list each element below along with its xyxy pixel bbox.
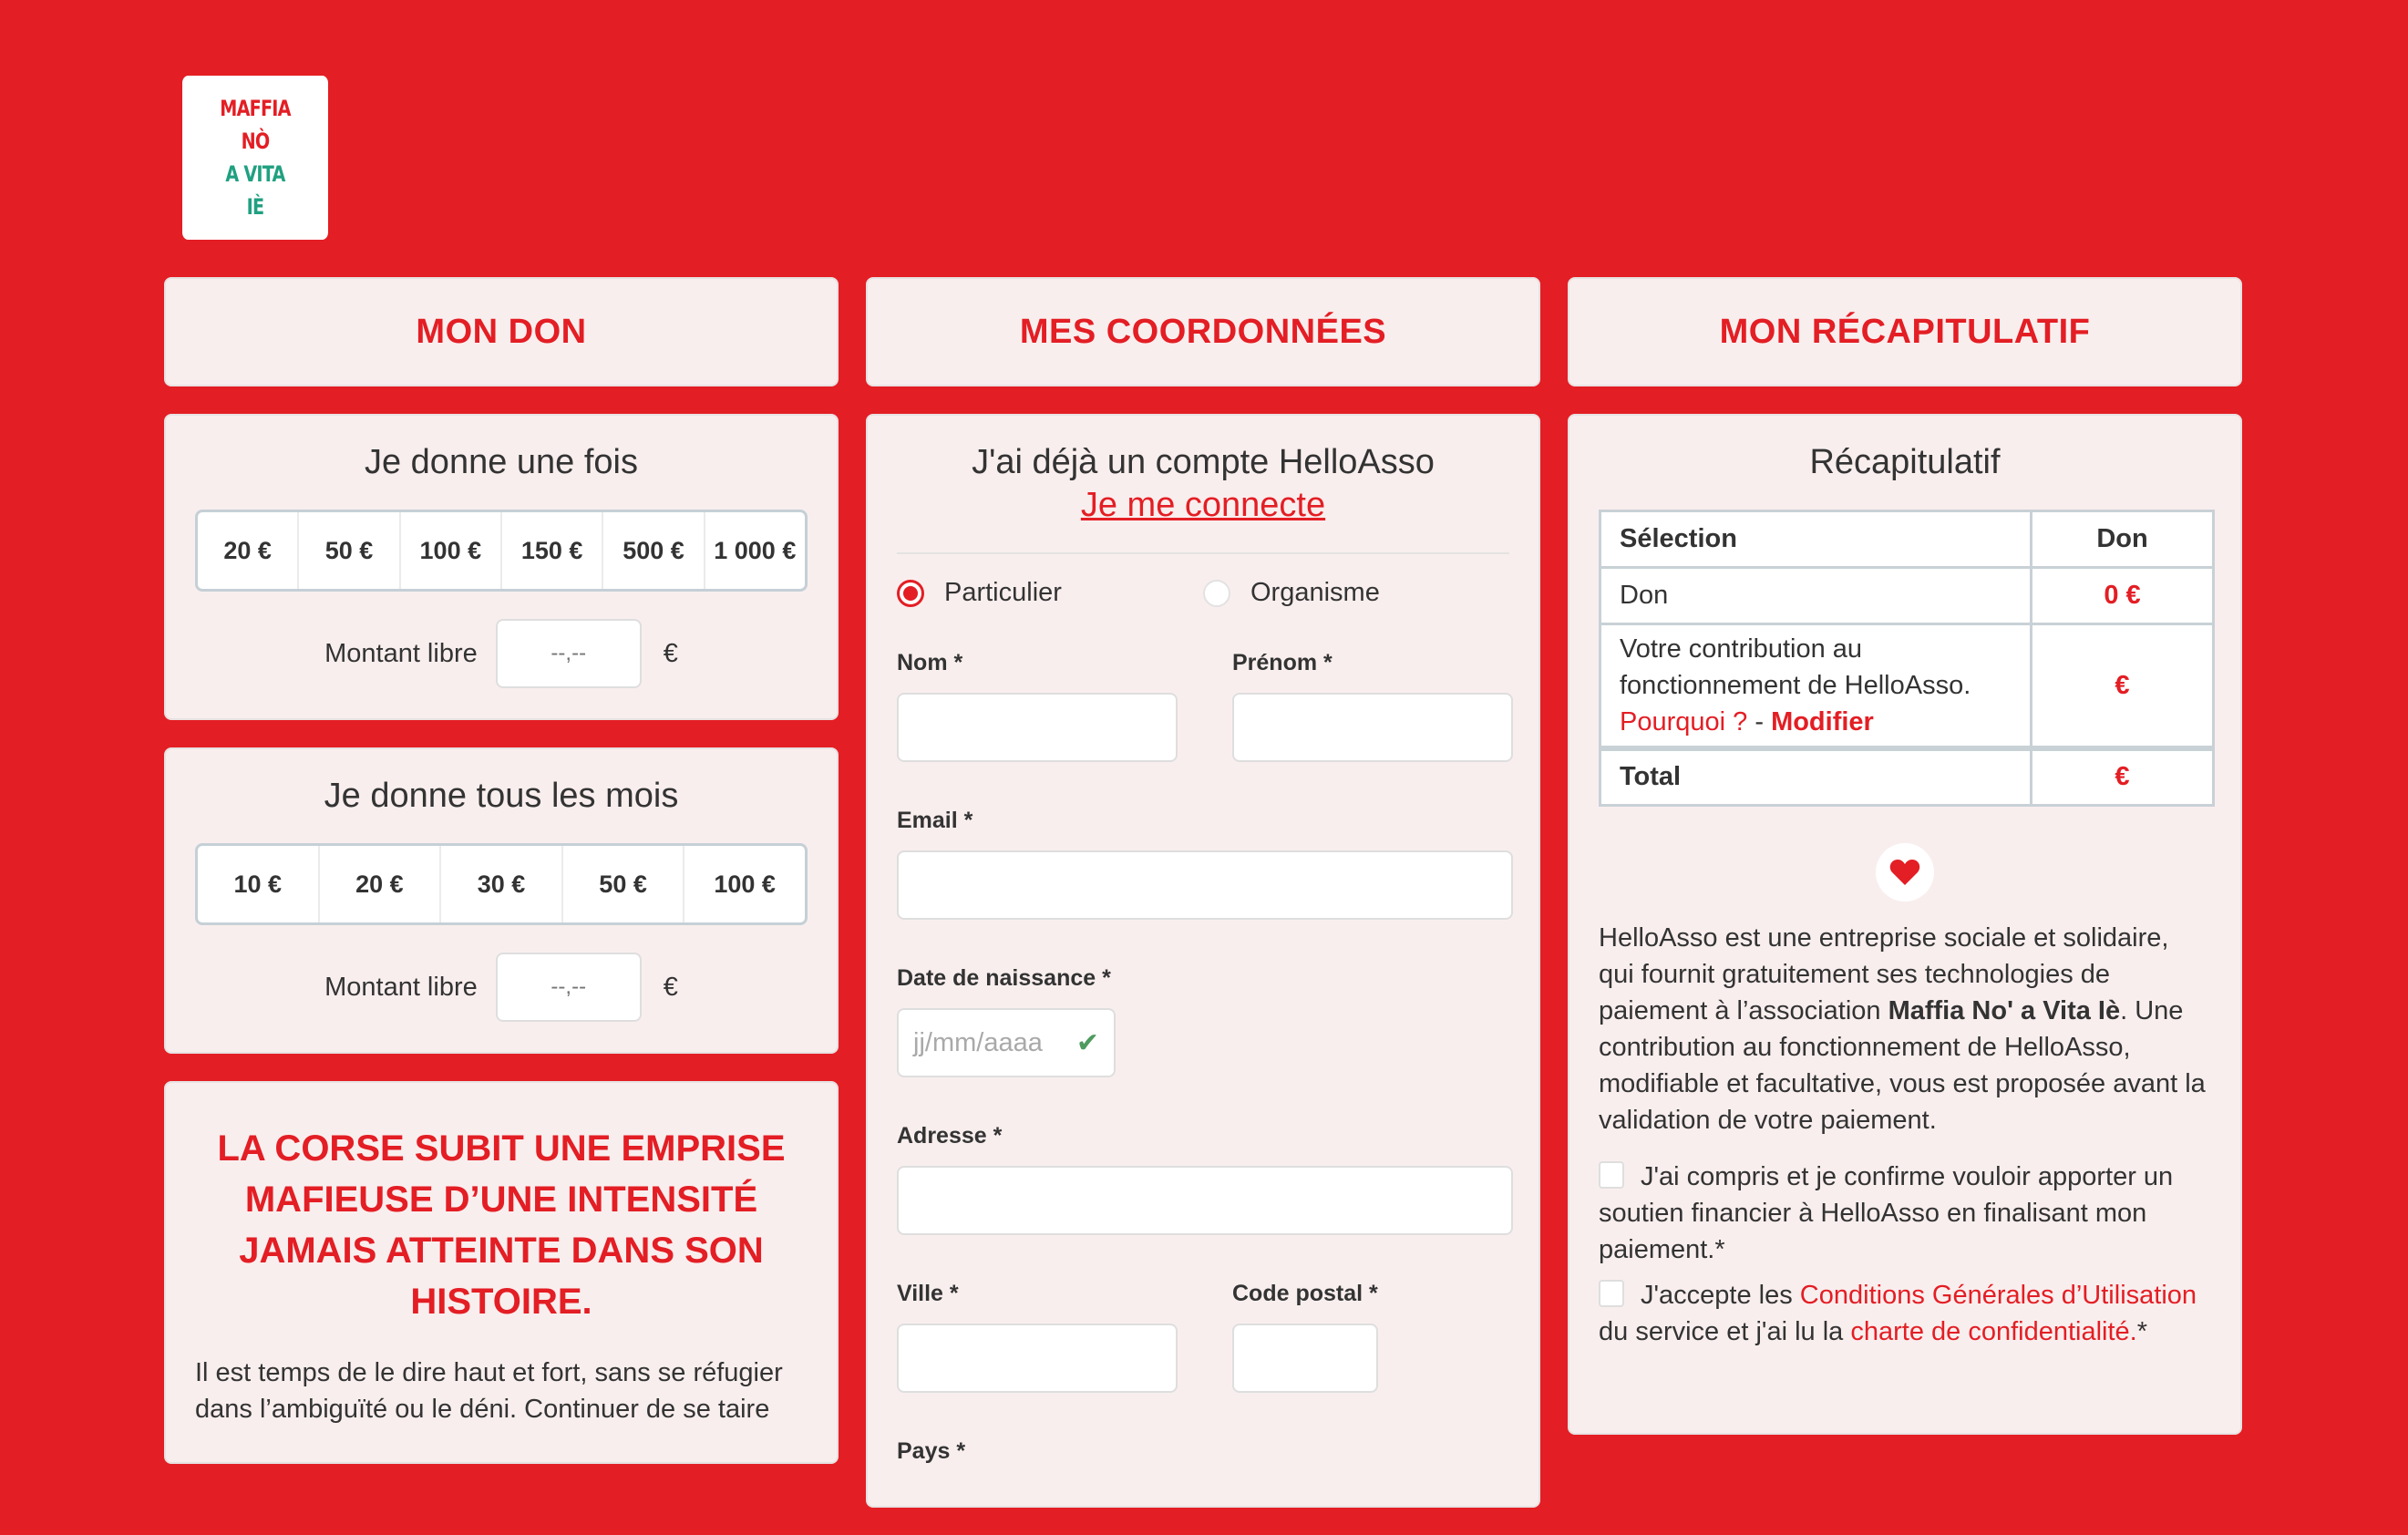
logo-line: A VITA [225, 161, 285, 187]
row-label: Votre contribution au fonctionnement de HelloAsso. [1620, 634, 1971, 700]
email-label: Email * [897, 808, 973, 833]
step-header-don [164, 277, 839, 386]
card-title: Je donne une fois [364, 443, 638, 481]
privacy-link[interactable]: charte de confidentialité. [1850, 1316, 2137, 1346]
logo-line: NÒ [241, 129, 270, 154]
radio-selected-icon[interactable] [897, 580, 924, 607]
info-text: . Une contribution au fonctionnement de HelloAsso, modifiable et facultative, vous est proposée avant la validation de votre paiement. [1599, 995, 2206, 1135]
amount-option[interactable]: 10 € [233, 870, 283, 898]
manifesto-headline: LA CORSE SUBIT UNE EMPRISE MAFIEUSE D’UNE INTENSITÉ JAMAIS ATTEINTE DANS SON HISTOIRE. [217, 1128, 786, 1322]
logo-line: MAFFIA [220, 96, 291, 121]
amount-option[interactable]: 1 000 € [704, 512, 805, 589]
name-row [897, 608, 1509, 762]
recap-card [1568, 414, 2242, 1435]
ville-input[interactable] [897, 1324, 1178, 1393]
nom-field [897, 650, 1178, 762]
city-row [897, 1235, 1509, 1393]
monthly-donation-card [164, 747, 839, 1054]
radio-label: Particulier [944, 578, 1062, 607]
total-label: Total [1600, 748, 2032, 805]
total-value: € [2032, 748, 2214, 805]
contact-form-card [866, 414, 1540, 1508]
cgu-checkbox[interactable] [1599, 1280, 1624, 1307]
prenom-label: Prénom * [1232, 650, 1333, 675]
pays-field [897, 1438, 1509, 1465]
email-field [897, 808, 1509, 920]
row-value: € [2032, 624, 2214, 749]
step-header-recap [1568, 277, 2242, 386]
donation-column [164, 277, 839, 1491]
cgu-link[interactable]: Conditions Générales d’Utilisation [1799, 1280, 2197, 1310]
total-row [1600, 748, 2214, 805]
birthdate-placeholder: jj/mm/aaaa [913, 1027, 1043, 1057]
separator: - [1747, 707, 1772, 737]
free-amount-row [166, 953, 837, 1022]
adresse-field [897, 1123, 1509, 1235]
pays-label: Pays * [897, 1438, 966, 1464]
card-title: Je donne tous les mois [324, 777, 679, 815]
one-time-donation-card [164, 414, 839, 720]
account-title: J'ai déjà un compte HelloAsso [972, 443, 1435, 481]
column-header: Sélection [1600, 511, 2032, 568]
association-logo [182, 76, 328, 240]
cgu-label: J'accepte les [1641, 1280, 1800, 1310]
step-title: MON DON [416, 312, 587, 351]
table-row [1600, 568, 2214, 624]
free-amount-input[interactable] [496, 953, 642, 1022]
organization-name: Maffia No' a Vita Iè [1888, 995, 2121, 1025]
adresse-label: Adresse * [897, 1123, 1003, 1149]
logo-line: IÈ [246, 194, 264, 220]
code-postal-label: Code postal * [1232, 1281, 1378, 1306]
required-marker: * [2136, 1316, 2148, 1346]
radio-label: Organisme [1250, 578, 1380, 607]
amount-selector [195, 843, 808, 925]
code-postal-input[interactable] [1232, 1324, 1378, 1393]
nom-input[interactable] [897, 693, 1178, 762]
row-label: Don [1600, 568, 2032, 624]
birthdate-input[interactable] [897, 1008, 1116, 1077]
free-amount-label: Montant libre [324, 972, 478, 1002]
currency-symbol: € [663, 972, 678, 1002]
why-link[interactable]: Pourquoi ? [1620, 707, 1748, 737]
payer-type-radio-group [897, 578, 1509, 608]
nom-label: Nom * [897, 650, 963, 675]
support-label: J'ai compris et je confirme vouloir apporter un soutien financier à HelloAsso en finalisant mon paiement.* [1599, 1161, 2174, 1264]
amount-option[interactable]: 100 € [683, 846, 805, 922]
free-amount-input[interactable] [496, 619, 642, 688]
currency-symbol: € [663, 638, 678, 668]
amount-option[interactable]: 20 € [318, 846, 440, 922]
ville-field [897, 1281, 1178, 1393]
cgu-label: du service et j'ai lu la [1599, 1316, 1851, 1346]
prenom-input[interactable] [1232, 693, 1513, 762]
amount-option[interactable]: 50 € [297, 512, 398, 589]
consent-checks [1599, 1159, 2211, 1350]
radio-unselected-icon[interactable] [1203, 580, 1230, 607]
table-header-row [1600, 511, 2214, 568]
free-amount-label: Montant libre [324, 638, 478, 668]
consent-cgu [1599, 1277, 2211, 1350]
heart-icon [1889, 859, 1920, 886]
amount-option[interactable]: 20 € [223, 536, 272, 564]
step-header-coordonnees [866, 277, 1540, 386]
helloasso-info [1599, 920, 2211, 1138]
consent-support [1599, 1159, 2211, 1268]
manifesto-card [164, 1081, 839, 1464]
row-value: 0 € [2032, 568, 2214, 624]
support-checkbox[interactable] [1599, 1161, 1624, 1189]
code-postal-field [1232, 1281, 1378, 1393]
recap-column [1568, 277, 2242, 1462]
free-amount-row [166, 619, 837, 688]
amount-option[interactable]: 30 € [439, 846, 561, 922]
heart-badge [1876, 843, 1934, 901]
step-title: MES COORDONNÉES [1019, 312, 1387, 351]
info-text: HelloAsso est une entreprise sociale et solidaire, qui fournit gratuitement ses technologies de paiement à l’association [1599, 922, 2169, 1025]
email-input[interactable] [897, 850, 1513, 920]
divider [897, 552, 1509, 554]
radio-organisme[interactable] [1203, 578, 1509, 608]
amount-option[interactable]: 150 € [500, 512, 602, 589]
birthdate-label: Date de naissance * [897, 965, 1111, 991]
step-title: MON RÉCAPITULATIF [1719, 312, 2091, 351]
column-header: Don [2032, 511, 2214, 568]
birthdate-field [897, 965, 1509, 1077]
table-row [1600, 624, 2214, 749]
amount-option[interactable]: 100 € [399, 512, 500, 589]
modify-link[interactable]: Modifier [1771, 707, 1874, 737]
recap-title: Récapitulatif [1809, 443, 2001, 481]
contribution-cell [1600, 624, 2032, 749]
adresse-input[interactable] [897, 1166, 1513, 1235]
radio-particulier[interactable] [897, 578, 1203, 608]
recap-table [1599, 510, 2215, 807]
login-link[interactable]: Je me connecte [1080, 486, 1326, 524]
amount-option[interactable]: 50 € [561, 846, 684, 922]
amount-option[interactable]: 500 € [602, 512, 703, 589]
prenom-field [1232, 650, 1513, 762]
amount-selector [195, 510, 808, 592]
manifesto-body: Il est temps de le dire haut et fort, sans se réfugier dans l’ambiguïté ou le déni. Continuer de se taire [195, 1358, 783, 1424]
contact-column [866, 277, 1540, 1535]
check-icon: ✔ [1075, 1027, 1099, 1058]
ville-label: Ville * [897, 1281, 959, 1306]
